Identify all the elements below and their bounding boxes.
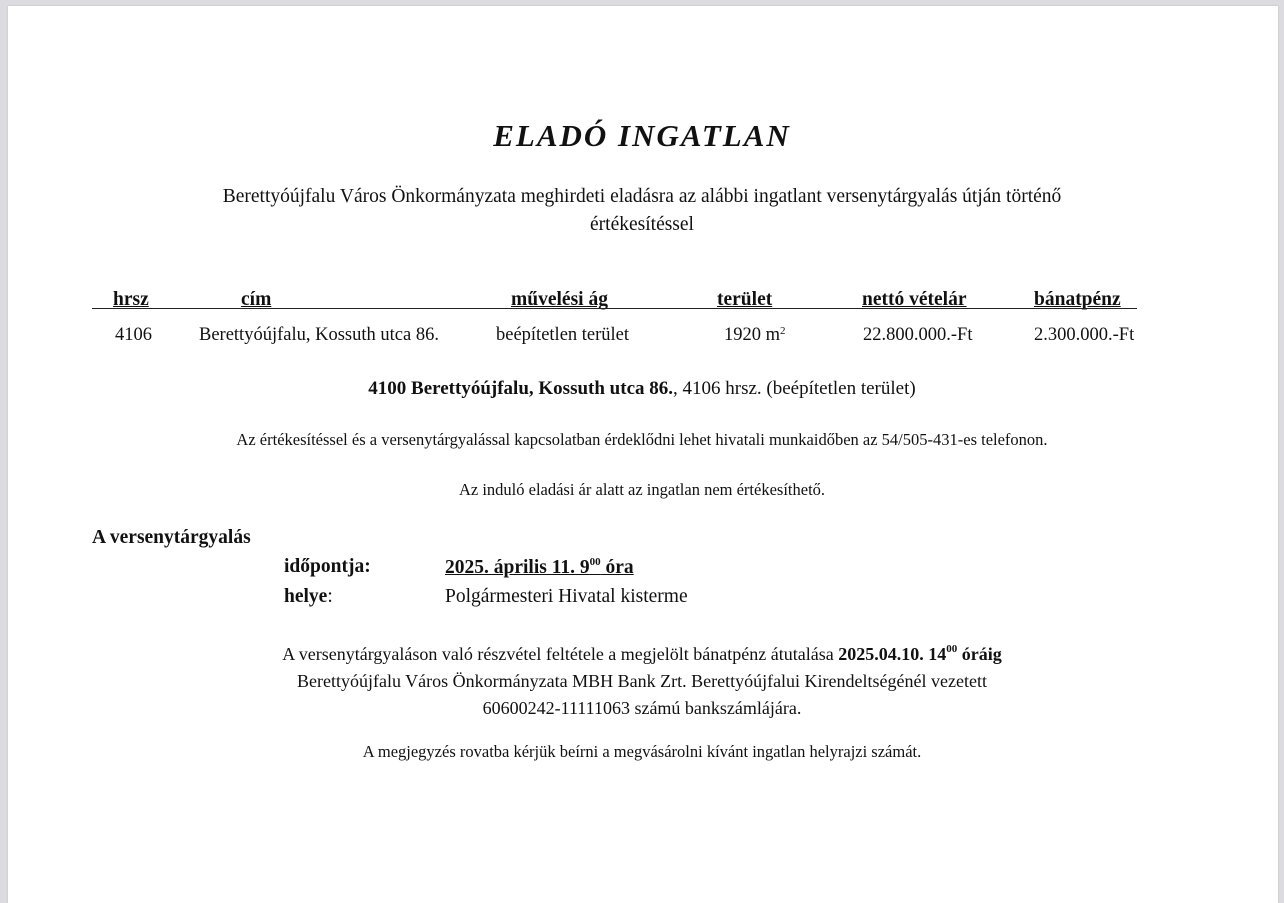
terulet-unit-sup: 2 — [780, 325, 786, 337]
condition-line-1 — [0, 636, 1284, 668]
condition-line-1-text: A versenytárgyaláson való részvétel feltétele a megjelölt bánatpénz átutalása — [282, 644, 839, 664]
cell-terulet — [724, 325, 786, 346]
price-info: Az induló eladási ár alatt az ingatlan nem értékesíthető. — [458, 480, 826, 499]
cell-banatpenz: 2.300.000.-Ft — [1034, 325, 1135, 345]
condition-deadline-date: 2025.04.10. 14 — [838, 644, 947, 664]
auction-place-colon: : — [327, 586, 333, 607]
table-header-rule — [92, 308, 1137, 309]
auction-heading: A versenytárgyalás — [92, 527, 251, 548]
auction-time-main: 2025. április 11. 9 — [445, 557, 590, 578]
terulet-value: 1920 m — [724, 325, 781, 345]
intro-paragraph — [0, 183, 1284, 239]
condition-deadline — [838, 644, 1002, 664]
auction-time-end: óra — [600, 557, 634, 578]
intro-line-2: értékesítéssel — [590, 214, 694, 235]
condition-deadline-sup: 00 — [946, 643, 958, 655]
auction-place-label-text: helye — [284, 586, 328, 607]
auction-time-value — [445, 556, 634, 579]
auction-place-value: Polgármesteri Hivatal kisterme — [445, 586, 688, 607]
header-banatpenz: bánatpénz — [1034, 289, 1121, 310]
header-terulet: terület — [717, 289, 773, 310]
auction-time-sup: 00 — [589, 556, 601, 568]
auction-time-label: időpontja: — [284, 556, 371, 577]
property-address-rest: , 4106 hrsz. (beépítetlen terület) — [673, 378, 916, 399]
cell-hrsz: 4106 — [115, 325, 152, 345]
participation-condition — [0, 636, 1284, 722]
payment-note: A megjegyzés rovatba kérjük beírni a megvásárolni kívánt ingatlan helyrajzi számát. — [362, 742, 922, 761]
cell-cim: Berettyóújfalu, Kossuth utca 86. — [199, 325, 439, 345]
cell-netto-vetelar: 22.800.000.-Ft — [863, 325, 973, 345]
header-netto-vetelar: nettó vételár — [862, 289, 967, 310]
page-title: ELADÓ INGATLAN — [493, 118, 791, 153]
contact-info: Az értékesítéssel és a versenytárgyalással kapcsolatban érdeklődni lehet hivatali munkaidőben az 54/505-431-es telefonon. — [236, 430, 1048, 449]
condition-line-3: 60600242-11111063 számú bankszámlájára. — [482, 698, 802, 718]
cell-muvelesi-ag: beépítetlen terület — [496, 325, 630, 345]
header-cim: cím — [241, 289, 272, 310]
property-address — [0, 378, 1284, 400]
condition-line-2: Berettyóújfalu Város Önkormányzata MBH Bank Zrt. Berettyóújfalui Kirendeltségénél vezetett — [297, 671, 987, 691]
auction-place-label — [284, 586, 333, 608]
property-address-bold: 4100 Berettyóújfalu, Kossuth utca 86. — [368, 378, 674, 399]
intro-line-1: Berettyóújfalu Város Önkormányzata meghirdeti eladásra az alábbi ingatlant versenytárgyalás útján történő — [222, 186, 1062, 207]
condition-deadline-end: óráig — [957, 644, 1002, 664]
header-hrsz: hrsz — [113, 289, 149, 310]
header-muvelesi-ag: művelési ág — [511, 289, 608, 310]
